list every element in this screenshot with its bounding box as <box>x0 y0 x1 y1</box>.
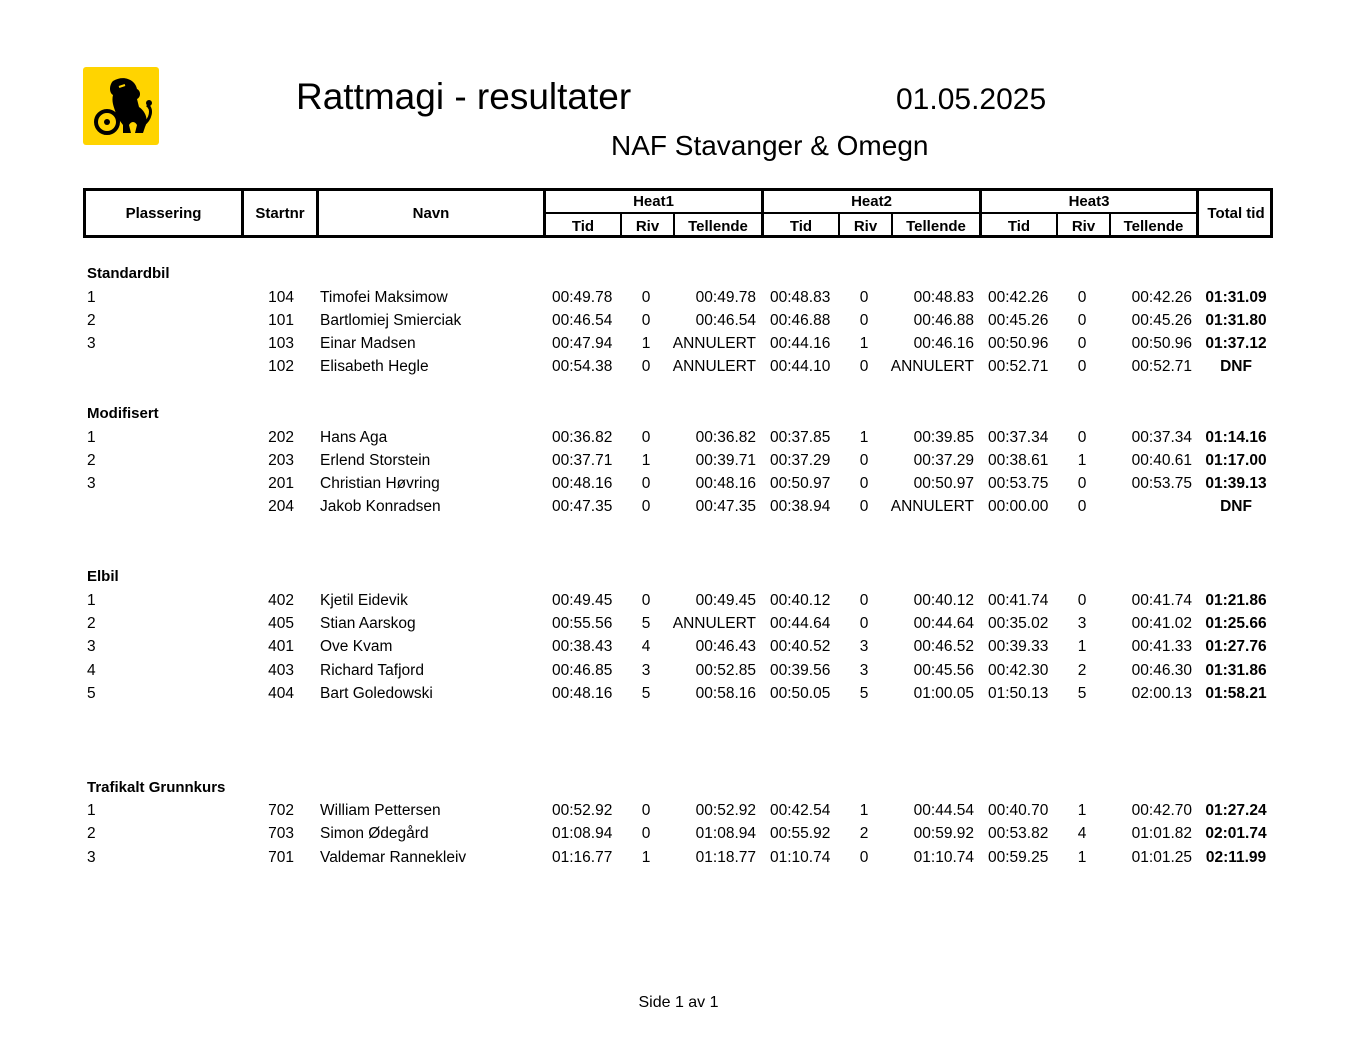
total-time-cell: 02:01.74 <box>1205 825 1267 842</box>
table-row <box>0 452 1357 472</box>
placement-cell: 1 <box>87 802 96 819</box>
heat1-riv-cell: 0 <box>641 475 651 492</box>
placement-cell: 4 <box>87 662 96 679</box>
heat1-riv-cell: 0 <box>641 592 651 609</box>
heat2-tellende-cell: 00:50.97 <box>913 475 974 492</box>
heat1-tellende-cell: 00:58.16 <box>695 685 756 702</box>
heat3-time-cell: 00:37.34 <box>988 429 1049 446</box>
total-time-cell: 01:17.00 <box>1205 452 1267 469</box>
total-time-cell: 01:25.66 <box>1205 615 1267 632</box>
heat2-time-cell: 00:39.56 <box>770 662 831 679</box>
total-time-cell: 01:31.09 <box>1205 289 1267 306</box>
total-time-cell: 01:27.76 <box>1205 638 1267 655</box>
heat1-riv-cell: 0 <box>641 358 651 375</box>
col-heat2-tid: Tid <box>789 218 813 235</box>
startnr-cell: 404 <box>268 685 294 702</box>
heat2-tellende-cell: ANNULERT <box>890 498 974 515</box>
category-heading: Standardbil <box>87 265 170 282</box>
heat2-riv-cell: 0 <box>859 475 869 492</box>
category-heading: Modifisert <box>87 405 159 422</box>
total-time-cell: DNF <box>1220 358 1252 375</box>
heat2-riv-cell: 0 <box>859 498 869 515</box>
col-heat1: Heat1 <box>633 193 674 210</box>
heat3-tellende-cell: 00:50.96 <box>1131 335 1192 352</box>
name-cell: Christian Høvring <box>320 475 440 492</box>
startnr-cell: 104 <box>268 289 294 306</box>
heat2-riv-cell: 0 <box>859 849 869 866</box>
col-total: Total tid <box>1207 205 1265 222</box>
heat1-tellende-cell: 00:36.82 <box>695 429 756 446</box>
heat3-tellende-cell: 00:40.61 <box>1131 452 1192 469</box>
heat1-time-cell: 00:46.54 <box>552 312 613 329</box>
heat1-riv-cell: 0 <box>641 289 651 306</box>
startnr-cell: 703 <box>268 825 294 842</box>
table-row <box>0 802 1357 822</box>
placement-cell: 1 <box>87 592 96 609</box>
heat2-tellende-cell: 00:37.29 <box>913 452 974 469</box>
table-row <box>0 615 1357 635</box>
heat3-riv-cell: 3 <box>1077 615 1087 632</box>
placement-cell: 1 <box>87 429 96 446</box>
heat3-tellende-cell: 00:41.74 <box>1131 592 1192 609</box>
heat3-riv-cell: 1 <box>1077 638 1087 655</box>
placement-cell: 2 <box>87 615 96 632</box>
heat3-tellende-cell: 00:42.70 <box>1131 802 1192 819</box>
heat2-time-cell: 01:10.74 <box>770 849 831 866</box>
heat2-riv-cell: 0 <box>859 358 869 375</box>
name-cell: Hans Aga <box>320 429 388 446</box>
heat3-riv-cell: 1 <box>1077 452 1087 469</box>
heat2-riv-cell: 5 <box>859 685 869 702</box>
heat1-riv-cell: 5 <box>641 615 651 632</box>
organizer-subtitle: NAF Stavanger & Omegn <box>611 130 929 161</box>
heat3-time-cell: 00:45.26 <box>988 312 1049 329</box>
placement-cell: 3 <box>87 849 96 866</box>
heat3-time-cell: 00:50.96 <box>988 335 1049 352</box>
heat3-riv-cell: 5 <box>1077 685 1087 702</box>
heat1-riv-cell: 5 <box>641 685 651 702</box>
heat3-tellende-cell: 00:45.26 <box>1131 312 1192 329</box>
heat1-tellende-cell: 00:49.45 <box>695 592 756 609</box>
heat2-riv-cell: 0 <box>859 452 869 469</box>
table-row <box>0 592 1357 612</box>
heat2-time-cell: 00:44.16 <box>770 335 831 352</box>
placement-cell: 3 <box>87 335 96 352</box>
page-title: Rattmagi - resultater <box>296 76 632 117</box>
heat3-tellende-cell: 00:41.33 <box>1131 638 1192 655</box>
total-time-cell: 01:58.21 <box>1205 685 1267 702</box>
heat3-tellende-cell: 00:37.34 <box>1131 429 1192 446</box>
table-row <box>0 638 1357 658</box>
col-plassering: Plassering <box>125 205 202 222</box>
placement-cell: 3 <box>87 638 96 655</box>
heat2-riv-cell: 2 <box>859 825 869 842</box>
col-heat1-riv: Riv <box>635 218 660 235</box>
name-cell: Erlend Storstein <box>320 452 431 469</box>
heat1-tellende-cell: 00:48.16 <box>695 475 756 492</box>
heat2-riv-cell: 0 <box>859 592 869 609</box>
heat2-tellende-cell: 00:48.83 <box>913 289 974 306</box>
heat2-tellende-cell: 00:44.54 <box>913 802 974 819</box>
name-cell: Bart Goledowski <box>320 685 433 702</box>
heat2-tellende-cell: 00:45.56 <box>913 662 974 679</box>
name-cell: Bartlomiej Smierciak <box>320 312 462 329</box>
heat1-riv-cell: 4 <box>641 638 651 655</box>
heat3-time-cell: 00:42.26 <box>988 289 1049 306</box>
heat3-tellende-cell: 02:00.13 <box>1131 685 1192 702</box>
col-heat3-tid: Tid <box>1007 218 1031 235</box>
heat3-time-cell: 00:40.70 <box>988 802 1049 819</box>
heat3-riv-cell: 1 <box>1077 802 1087 819</box>
placement-cell: 2 <box>87 312 96 329</box>
heat3-time-cell: 00:38.61 <box>988 452 1049 469</box>
heat1-time-cell: 00:37.71 <box>552 452 613 469</box>
startnr-cell: 405 <box>268 615 294 632</box>
heat3-riv-cell: 0 <box>1077 358 1087 375</box>
heat2-time-cell: 00:40.52 <box>770 638 831 655</box>
heat3-time-cell: 00:35.02 <box>988 615 1049 632</box>
name-cell: Stian Aarskog <box>320 615 416 632</box>
col-heat2: Heat2 <box>851 193 892 210</box>
heat1-tellende-cell: 00:39.71 <box>695 452 756 469</box>
heat1-riv-cell: 1 <box>641 849 651 866</box>
col-heat3: Heat3 <box>1068 193 1110 210</box>
heat2-tellende-cell: 00:46.16 <box>913 335 974 352</box>
heat3-tellende-cell: 00:46.30 <box>1131 662 1192 679</box>
heat2-tellende-cell: 00:44.64 <box>913 615 974 632</box>
heat2-time-cell: 00:48.83 <box>770 289 831 306</box>
heat1-time-cell: 00:47.94 <box>552 335 613 352</box>
heat2-tellende-cell: 00:46.52 <box>913 638 974 655</box>
startnr-cell: 103 <box>268 335 294 352</box>
heat3-tellende-cell: 00:42.26 <box>1131 289 1192 306</box>
heat1-time-cell: 00:47.35 <box>552 498 613 515</box>
name-cell: Valdemar Rannekleiv <box>320 849 467 866</box>
heat2-time-cell: 00:42.54 <box>770 802 831 819</box>
heat2-tellende-cell: ANNULERT <box>890 358 974 375</box>
heat2-time-cell: 00:44.10 <box>770 358 831 375</box>
heat2-riv-cell: 0 <box>859 312 869 329</box>
startnr-cell: 701 <box>268 849 294 866</box>
heat1-time-cell: 00:48.16 <box>552 475 613 492</box>
heat3-tellende-cell: 01:01.82 <box>1131 825 1192 842</box>
name-cell: Richard Tafjord <box>320 662 424 679</box>
heat3-time-cell: 00:52.71 <box>988 358 1049 375</box>
heat2-riv-cell: 0 <box>859 289 869 306</box>
heat3-riv-cell: 0 <box>1077 429 1087 446</box>
heat1-time-cell: 00:55.56 <box>552 615 613 632</box>
startnr-cell: 702 <box>268 802 294 819</box>
heat3-tellende-cell: 00:53.75 <box>1131 475 1192 492</box>
heat1-time-cell: 00:38.43 <box>552 638 613 655</box>
name-cell: Simon Ødegård <box>320 825 429 842</box>
name-cell: Ove Kvam <box>320 638 393 655</box>
heat3-tellende-cell: 00:52.71 <box>1131 358 1192 375</box>
heat1-riv-cell: 1 <box>641 335 651 352</box>
page-footer: Side 1 av 1 <box>638 994 719 1011</box>
total-time-cell: DNF <box>1220 498 1252 515</box>
heat2-time-cell: 00:50.05 <box>770 685 831 702</box>
table-row <box>0 475 1357 495</box>
col-heat3-riv: Riv <box>1071 218 1096 235</box>
col-heat1-tellende: Tellende <box>688 218 748 235</box>
startnr-cell: 101 <box>268 312 294 329</box>
heat3-riv-cell: 0 <box>1077 312 1087 329</box>
heat1-tellende-cell: 00:52.92 <box>695 802 756 819</box>
total-time-cell: 01:31.86 <box>1205 662 1267 679</box>
heat1-tellende-cell: 00:49.78 <box>695 289 756 306</box>
col-heat2-tellende: Tellende <box>906 218 966 235</box>
heat2-tellende-cell: 00:39.85 <box>913 429 974 446</box>
heat1-riv-cell: 0 <box>641 825 651 842</box>
heat2-time-cell: 00:44.64 <box>770 615 831 632</box>
heat2-tellende-cell: 00:59.92 <box>913 825 974 842</box>
heat3-riv-cell: 4 <box>1077 825 1087 842</box>
startnr-cell: 403 <box>268 662 294 679</box>
heat3-riv-cell: 2 <box>1077 662 1087 679</box>
heat1-tellende-cell: 01:08.94 <box>695 825 756 842</box>
heat2-time-cell: 00:37.29 <box>770 452 831 469</box>
name-cell: Kjetil Eidevik <box>320 592 408 609</box>
heat1-time-cell: 00:54.38 <box>552 358 613 375</box>
heat2-time-cell: 00:37.85 <box>770 429 831 446</box>
heat2-riv-cell: 1 <box>859 429 869 446</box>
heat1-tellende-cell: 00:47.35 <box>695 498 756 515</box>
table-row <box>0 312 1357 332</box>
heat1-time-cell: 00:49.78 <box>552 289 613 306</box>
heat3-riv-cell: 1 <box>1077 849 1087 866</box>
heat3-time-cell: 00:53.75 <box>988 475 1049 492</box>
table-row <box>0 335 1357 355</box>
name-cell: Timofei Maksimow <box>320 289 448 306</box>
heat2-time-cell: 00:38.94 <box>770 498 831 515</box>
heat2-riv-cell: 1 <box>859 335 869 352</box>
heat2-riv-cell: 1 <box>859 802 869 819</box>
heat3-tellende-cell: 01:01.25 <box>1131 849 1192 866</box>
heat2-tellende-cell: 01:10.74 <box>913 849 974 866</box>
heat3-time-cell: 00:53.82 <box>988 825 1049 842</box>
placement-cell: 2 <box>87 452 96 469</box>
total-time-cell: 01:37.12 <box>1205 335 1267 352</box>
placement-cell: 3 <box>87 475 96 492</box>
heat3-riv-cell: 0 <box>1077 592 1087 609</box>
name-cell: William Pettersen <box>320 802 441 819</box>
category-heading: Trafikalt Grunnkurs <box>87 779 226 796</box>
total-time-cell: 02:11.99 <box>1205 849 1267 866</box>
heat1-time-cell: 00:48.16 <box>552 685 613 702</box>
heat1-tellende-cell: 01:18.77 <box>695 849 756 866</box>
naf-logo <box>83 67 159 145</box>
total-time-cell: 01:39.13 <box>1205 475 1267 492</box>
total-time-cell: 01:27.24 <box>1205 802 1267 819</box>
heat2-tellende-cell: 00:46.88 <box>913 312 974 329</box>
heat2-riv-cell: 3 <box>859 638 869 655</box>
total-time-cell: 01:14.16 <box>1205 429 1267 446</box>
heat2-time-cell: 00:55.92 <box>770 825 831 842</box>
table-row <box>0 289 1357 309</box>
table-row <box>0 662 1357 682</box>
table-row <box>0 429 1357 449</box>
table-row <box>0 358 1357 378</box>
heat2-tellende-cell: 01:00.05 <box>913 685 974 702</box>
name-cell: Jakob Konradsen <box>320 498 441 515</box>
total-time-cell: 01:31.80 <box>1205 312 1267 329</box>
heat1-time-cell: 00:52.92 <box>552 802 613 819</box>
name-cell: Einar Madsen <box>320 335 416 352</box>
results-table-header <box>83 188 1273 238</box>
heat1-time-cell: 00:36.82 <box>552 429 613 446</box>
heat2-time-cell: 00:46.88 <box>770 312 831 329</box>
heat2-tellende-cell: 00:40.12 <box>913 592 974 609</box>
heat1-time-cell: 01:16.77 <box>552 849 613 866</box>
startnr-cell: 201 <box>268 475 294 492</box>
heat1-tellende-cell: ANNULERT <box>672 615 756 632</box>
heat1-time-cell: 01:08.94 <box>552 825 613 842</box>
startnr-cell: 204 <box>268 498 294 515</box>
heat3-time-cell: 00:59.25 <box>988 849 1049 866</box>
col-heat3-tellende: Tellende <box>1123 218 1184 235</box>
placement-cell: 5 <box>87 685 96 702</box>
heat3-tellende-cell: 00:41.02 <box>1131 615 1192 632</box>
startnr-cell: 203 <box>268 452 294 469</box>
heat3-time-cell: 00:00.00 <box>988 498 1049 515</box>
heat3-riv-cell: 0 <box>1077 289 1087 306</box>
heat1-tellende-cell: ANNULERT <box>672 358 756 375</box>
heat1-riv-cell: 0 <box>641 802 651 819</box>
name-cell: Elisabeth Hegle <box>320 358 429 375</box>
heat1-riv-cell: 3 <box>641 662 651 679</box>
heat3-time-cell: 00:39.33 <box>988 638 1049 655</box>
heat3-riv-cell: 0 <box>1077 498 1087 515</box>
col-startnr: Startnr <box>255 205 305 222</box>
table-row <box>0 825 1357 845</box>
table-row <box>0 498 1357 518</box>
heat1-riv-cell: 0 <box>641 429 651 446</box>
placement-cell: 2 <box>87 825 96 842</box>
heat2-time-cell: 00:40.12 <box>770 592 831 609</box>
table-row <box>0 685 1357 705</box>
col-heat1-tid: Tid <box>571 218 595 235</box>
heat1-time-cell: 00:46.85 <box>552 662 613 679</box>
heat1-tellende-cell: ANNULERT <box>672 335 756 352</box>
heat1-time-cell: 00:49.45 <box>552 592 613 609</box>
heat3-riv-cell: 0 <box>1077 475 1087 492</box>
startnr-cell: 102 <box>268 358 294 375</box>
heat3-riv-cell: 0 <box>1077 335 1087 352</box>
startnr-cell: 401 <box>268 638 294 655</box>
heat1-tellende-cell: 00:52.85 <box>695 662 756 679</box>
startnr-cell: 402 <box>268 592 294 609</box>
category-heading: Elbil <box>87 568 119 585</box>
heat2-riv-cell: 0 <box>859 615 869 632</box>
heat3-time-cell: 00:42.30 <box>988 662 1049 679</box>
col-navn: Navn <box>412 205 450 222</box>
total-time-cell: 01:21.86 <box>1205 592 1267 609</box>
heat1-riv-cell: 0 <box>641 312 651 329</box>
heat1-riv-cell: 0 <box>641 498 651 515</box>
col-heat2-riv: Riv <box>853 218 878 235</box>
heat1-tellende-cell: 00:46.54 <box>695 312 756 329</box>
startnr-cell: 202 <box>268 429 294 446</box>
placement-cell: 1 <box>87 289 96 306</box>
heat1-tellende-cell: 00:46.43 <box>695 638 756 655</box>
heat2-time-cell: 00:50.97 <box>770 475 831 492</box>
heat1-riv-cell: 1 <box>641 452 651 469</box>
event-date: 01.05.2025 <box>896 83 1047 116</box>
heat3-time-cell: 00:41.74 <box>988 592 1049 609</box>
heat3-time-cell: 01:50.13 <box>988 685 1049 702</box>
table-row <box>0 849 1357 869</box>
lion-on-wheel-icon <box>83 67 159 145</box>
heat2-riv-cell: 3 <box>859 662 869 679</box>
